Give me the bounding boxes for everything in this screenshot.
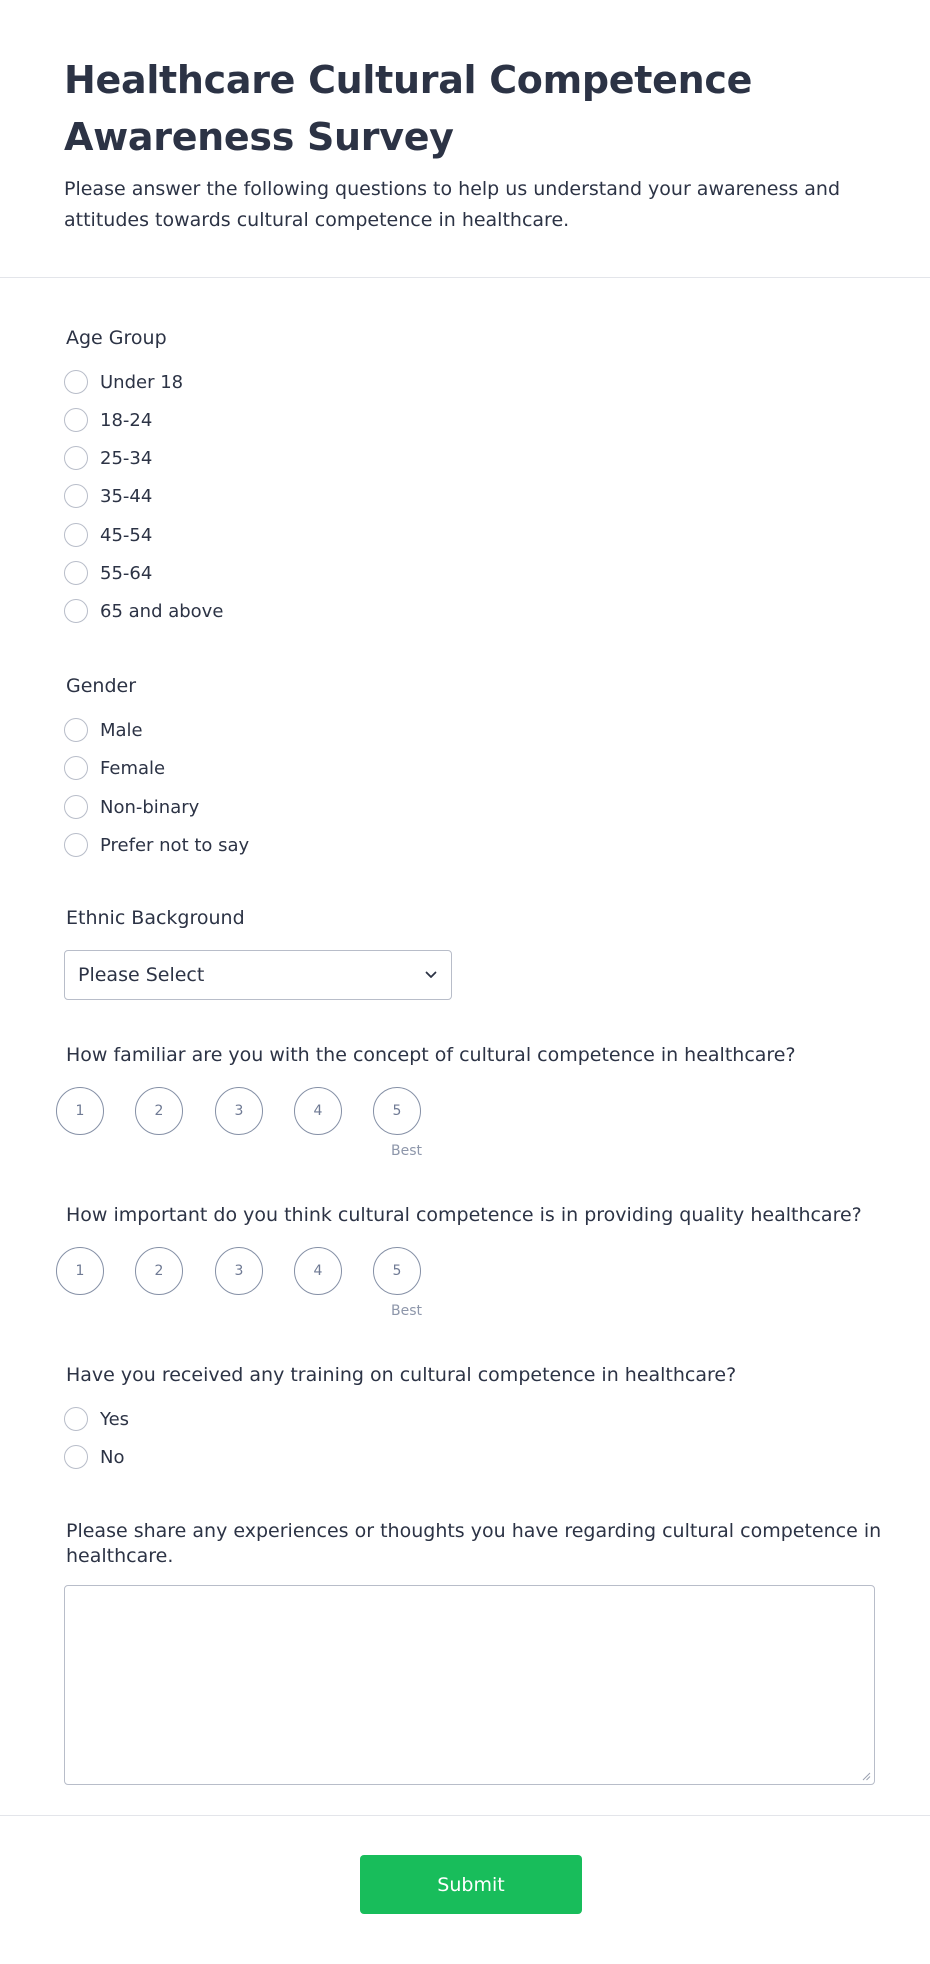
training-option-no[interactable] [64, 1444, 124, 1470]
familiarity-label: How familiar are you with the concept of cultural competence in healthcare? [66, 1044, 796, 1066]
form-header [0, 0, 930, 278]
age-option-55-64[interactable] [64, 560, 152, 586]
radio-button[interactable] [64, 795, 88, 819]
radio-button[interactable] [64, 523, 88, 547]
footer-divider [0, 1815, 930, 1816]
gender-option-non-binary[interactable] [64, 794, 199, 820]
ethnic-background-label: Ethnic Background [66, 907, 245, 929]
radio-button[interactable] [64, 599, 88, 623]
radio-label: Under 18 [100, 371, 184, 393]
gender-option-prefer-not[interactable] [64, 832, 249, 858]
scale-option-3[interactable]: 3 [215, 1247, 263, 1295]
radio-label: Prefer not to say [100, 834, 250, 856]
radio-label: Non-binary [100, 796, 200, 818]
radio-button[interactable] [64, 446, 88, 470]
radio-label: Female [100, 757, 166, 779]
radio-label: Yes [100, 1408, 130, 1430]
radio-label: 45-54 [100, 524, 153, 546]
training-label: Have you received any training on cultural competence in healthcare? [66, 1364, 737, 1386]
age-option-35-44[interactable] [64, 483, 152, 509]
scale-option-5[interactable]: 5 [373, 1087, 421, 1135]
ethnic-background-select[interactable] [64, 950, 452, 1000]
scale-option-4[interactable]: 4 [294, 1087, 342, 1135]
radio-button[interactable] [64, 718, 88, 742]
radio-button[interactable] [64, 408, 88, 432]
radio-button[interactable] [64, 1445, 88, 1469]
scale-option-2[interactable]: 2 [135, 1247, 183, 1295]
radio-label: 18-24 [100, 409, 153, 431]
scale-option-4[interactable]: 4 [294, 1247, 342, 1295]
radio-label: 25-34 [100, 447, 153, 469]
radio-label: 55-64 [100, 562, 153, 584]
radio-button[interactable] [64, 1407, 88, 1431]
scale-option-1[interactable]: 1 [56, 1247, 104, 1295]
page-title: Healthcare Cultural Competence Awareness Survey [64, 58, 753, 159]
scale-option-3[interactable]: 3 [215, 1087, 263, 1135]
gender-option-male[interactable] [64, 717, 143, 743]
radio-label: Male [100, 719, 143, 741]
scale-best-label: Best [391, 1143, 423, 1159]
experiences-textarea[interactable] [64, 1585, 875, 1785]
scale-option-5[interactable]: 5 [373, 1247, 421, 1295]
scale-option-1[interactable]: 1 [56, 1087, 104, 1135]
scale-best-label: Best [391, 1303, 423, 1319]
resize-handle-icon[interactable] [861, 1771, 871, 1781]
radio-button[interactable] [64, 756, 88, 780]
chevron-down-icon [423, 967, 439, 983]
radio-button[interactable] [64, 561, 88, 585]
training-option-yes[interactable] [64, 1406, 129, 1432]
age-option-under-18[interactable] [64, 369, 183, 395]
experiences-label: Please share any experiences or thoughts you have regarding cultural competence in healthcare. [66, 1520, 882, 1567]
radio-button[interactable] [64, 484, 88, 508]
gender-label: Gender [66, 675, 137, 697]
page-description: Please answer the following questions to help us understand your awareness and attitudes towards cultural competence in healthcare. [64, 178, 841, 231]
select-value: Please Select [78, 964, 205, 986]
importance-label: How important do you think cultural competence is in providing quality healthcare? [66, 1204, 862, 1226]
age-group-label: Age Group [66, 327, 167, 349]
radio-label: 65 and above [100, 600, 224, 622]
age-option-18-24[interactable] [64, 407, 152, 433]
radio-label: 35-44 [100, 485, 153, 507]
submit-button[interactable]: Submit [360, 1855, 582, 1914]
gender-option-female[interactable] [64, 755, 165, 781]
radio-label: No [100, 1446, 125, 1468]
familiarity-scale [56, 1087, 456, 1159]
radio-button[interactable] [64, 370, 88, 394]
scale-option-2[interactable]: 2 [135, 1087, 183, 1135]
radio-button[interactable] [64, 833, 88, 857]
age-option-25-34[interactable] [64, 445, 152, 471]
importance-scale [56, 1247, 456, 1319]
age-option-65-plus[interactable] [64, 598, 223, 624]
age-option-45-54[interactable] [64, 522, 152, 548]
